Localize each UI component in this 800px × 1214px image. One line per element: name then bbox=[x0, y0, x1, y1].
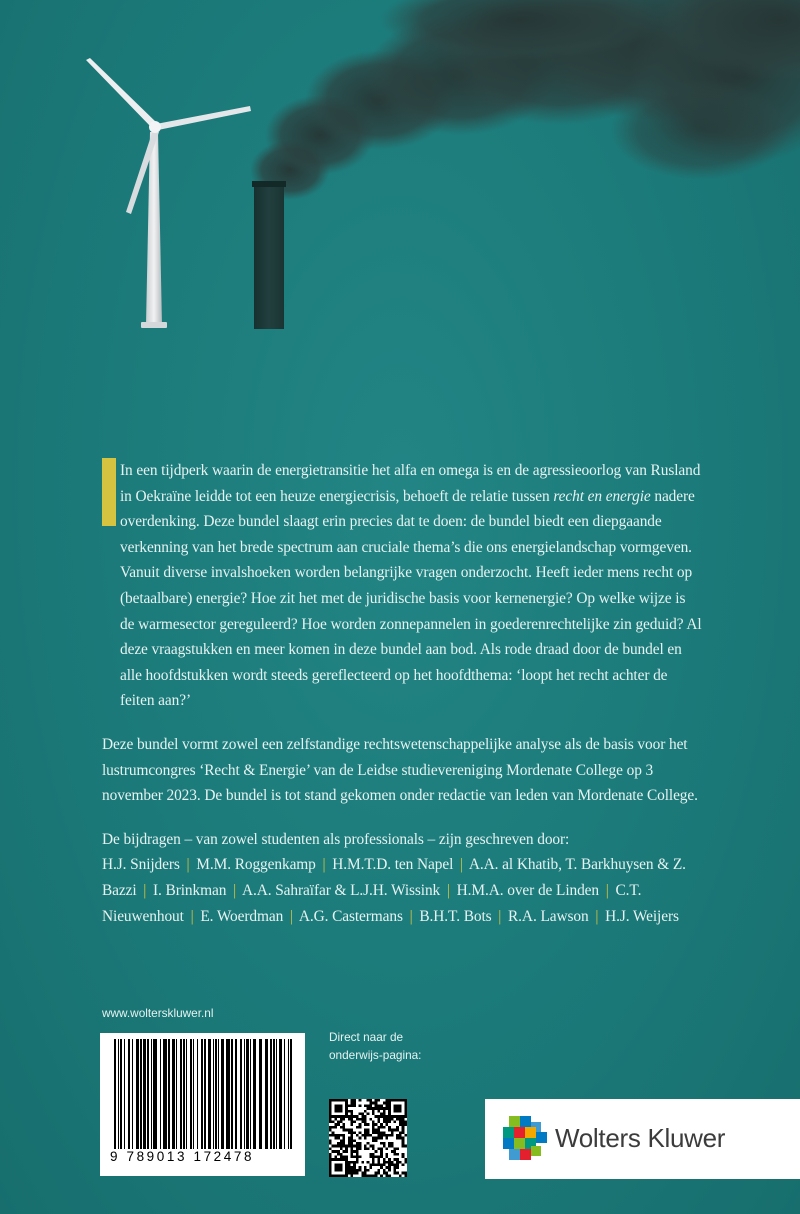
contributor-separator: | bbox=[289, 907, 293, 925]
contributor-name: H.J. Weijers bbox=[605, 907, 679, 925]
contributor-name: A.G. Castermans bbox=[298, 907, 403, 925]
contributor-separator: | bbox=[143, 881, 147, 899]
contributors-list bbox=[102, 852, 702, 929]
contributor-separator: | bbox=[498, 907, 502, 925]
congress-paragraph: Deze bundel vormt zowel een zelfstandige rechtswetenschappelijke analyse als de basis voor het lustrumcongres ‘Recht & Energie’ van de Leidse studievereniging Mordenate College op 3 november 2023. De bundel is tot stand gekomen onder redactie van leden van Mordenate College. bbox=[102, 735, 698, 805]
contributor-name: E. Woerdman bbox=[200, 907, 284, 925]
qr-code[interactable] bbox=[329, 1099, 407, 1177]
contributor-name: M.M. Roggenkamp bbox=[196, 856, 316, 874]
contributor-name: B.H.T. Bots bbox=[419, 907, 492, 925]
chimney-icon bbox=[252, 181, 286, 329]
contributor-name: C.T. Nieuwenhout bbox=[102, 881, 642, 925]
cover-illustration bbox=[0, 0, 800, 400]
contributor-name: H.J. Snijders bbox=[102, 856, 180, 874]
back-cover-text bbox=[102, 458, 702, 947]
contributor-separator: | bbox=[233, 881, 237, 899]
contributors-intro: De bijdragen – van zowel studenten als professionals – zijn geschreven door: bbox=[102, 830, 570, 848]
contributor-name: H.M.A. over de Linden bbox=[456, 881, 600, 899]
contributor-separator: | bbox=[605, 881, 609, 899]
intro-paragraph bbox=[102, 458, 702, 714]
barcode-icon bbox=[114, 1039, 294, 1149]
contributor-separator: | bbox=[190, 907, 194, 925]
contributor-separator: | bbox=[322, 856, 326, 874]
qr-caption: Direct naar de onderwijs-pagina: bbox=[329, 1030, 422, 1062]
isbn-barcode bbox=[100, 1033, 305, 1176]
contributor-name: A.A. al Khatib, T. Barkhuysen & Z. Bazzi bbox=[102, 856, 686, 899]
smoke-icon bbox=[250, 0, 800, 200]
contributor-separator: | bbox=[409, 907, 413, 925]
dropcap-accent-bar bbox=[102, 458, 116, 526]
contributor-separator: | bbox=[186, 856, 190, 874]
publisher-logo-panel bbox=[485, 1099, 800, 1179]
intro-text: In een tijdperk waarin de energietransitie het alfa en omega is en de agressieoorlog van Rusland in Oekraïne leidde tot een heuze energiecrisis, behoeft de relatie tussen recht en energie nadere overdenking. Deze bundel slaagt erin precies dat te doen: de bundel biedt een diepgaande verkenning van het brede spectrum aan cruciale thema’s die ons energielandschap vormgeven. Vanuit diverse invalshoeken worden belangrijke vragen onderzocht. Heeft ieder mens recht op (betaalbare) energie? Hoe zit het met de juridische basis voor kernenergie? Op welke wijze is de warmesector gereguleerd? Hoe worden zonnepannelen in goederenrechtelijke zin geduid? Al deze vraagstukken en meer komen in deze bundel aan bod. Als rode draad door de bundel en alle hoofdstukken wordt steeds gereflecteerd op het hoofdthema: ‘loopt het recht achter de feiten aan?’ bbox=[120, 462, 702, 710]
contributors-paragraph bbox=[102, 827, 702, 929]
isbn-number: 9 789013 172478 bbox=[110, 1149, 255, 1164]
contributor-name: H.M.T.D. ten Napel bbox=[332, 856, 454, 874]
contributor-name: R.A. Lawson bbox=[508, 907, 589, 925]
qr-code-icon bbox=[329, 1099, 407, 1177]
contributor-separator: | bbox=[595, 907, 599, 925]
intro-emphasis: recht en energie bbox=[553, 487, 651, 505]
contributor-name: I. Brinkman bbox=[153, 881, 227, 899]
wind-turbine-icon bbox=[86, 58, 251, 328]
publisher-name: Wolters Kluwer bbox=[555, 1123, 726, 1153]
contributor-separator: | bbox=[460, 856, 463, 874]
publisher-website: www.wolterskluwer.nl bbox=[102, 1006, 214, 1020]
wolters-kluwer-logo-icon bbox=[503, 1116, 547, 1160]
contributor-name: A.A. Sahraïfar & L.J.H. Wissink bbox=[241, 881, 441, 899]
contributor-separator: | bbox=[446, 881, 450, 899]
